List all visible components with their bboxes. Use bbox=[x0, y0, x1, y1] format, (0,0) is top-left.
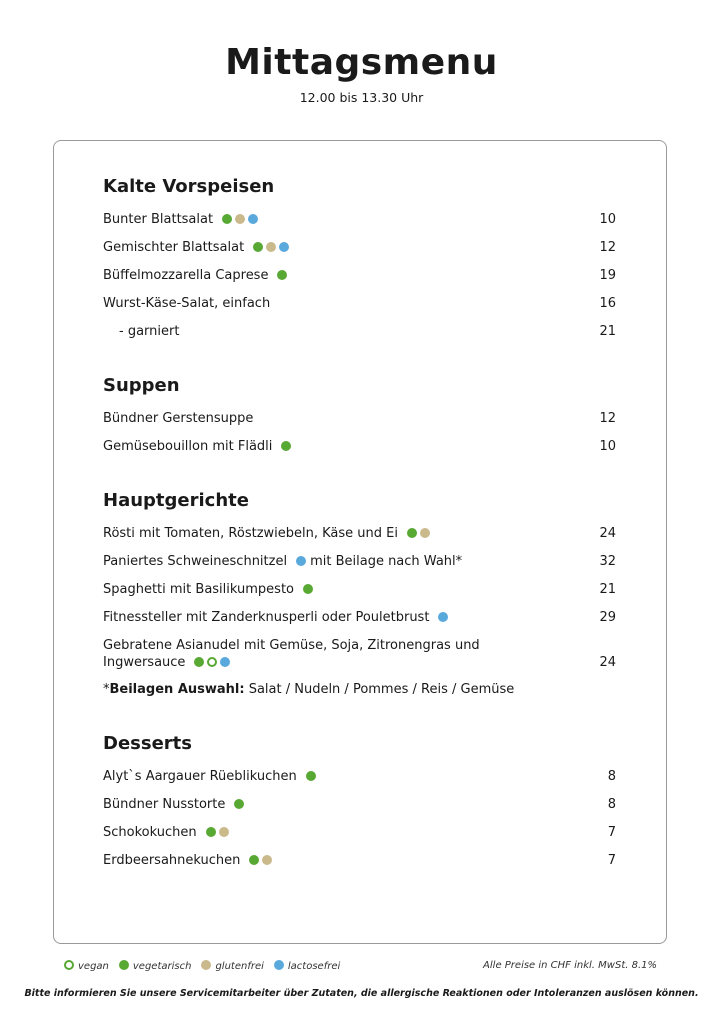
legend bbox=[64, 960, 340, 972]
note-star: * bbox=[103, 682, 110, 697]
item-price: 16 bbox=[599, 296, 616, 311]
note-text: Salat / Nudeln / Pommes / Reis / Gemüse bbox=[244, 682, 515, 697]
item-name-block bbox=[103, 206, 576, 234]
section-title: Desserts bbox=[103, 733, 192, 754]
diet-tags bbox=[219, 212, 258, 227]
legend-label: lactosefrei bbox=[287, 961, 341, 972]
item-name-block bbox=[103, 405, 576, 433]
item-price: 24 bbox=[599, 526, 616, 541]
lactosefrei-dot-icon bbox=[279, 242, 289, 252]
legend-item bbox=[119, 960, 192, 972]
menu-item bbox=[103, 520, 616, 548]
vegan-dot-icon bbox=[207, 657, 217, 667]
menu-item bbox=[103, 847, 616, 875]
item-price: 32 bbox=[599, 554, 616, 569]
diet-tags bbox=[435, 610, 448, 625]
legend-label: vegan bbox=[78, 961, 109, 972]
diet-tags bbox=[293, 554, 306, 569]
item-name: Gemischter Blattsalat bbox=[103, 240, 245, 255]
section-title: Hauptgerichte bbox=[103, 490, 249, 511]
menu-item bbox=[103, 632, 616, 674]
vegetarisch-dot-icon bbox=[249, 855, 259, 865]
item-name: Schokokuchen bbox=[103, 825, 197, 840]
item-name-block bbox=[103, 763, 576, 791]
lactosefrei-dot-icon bbox=[274, 960, 284, 970]
menu-section bbox=[103, 173, 616, 346]
glutenfrei-dot-icon bbox=[420, 528, 430, 538]
item-price: 21 bbox=[599, 324, 616, 339]
legend-label: glutenfrei bbox=[215, 961, 264, 972]
vegetarisch-dot-icon bbox=[306, 771, 316, 781]
diet-tags bbox=[303, 769, 316, 784]
glutenfrei-dot-icon bbox=[201, 960, 211, 970]
menu-item bbox=[103, 206, 616, 234]
side-dish-note bbox=[103, 676, 616, 704]
serving-hours: 12.00 bis 13.30 Uhr bbox=[299, 90, 424, 105]
vegetarisch-dot-icon bbox=[222, 214, 232, 224]
item-name-cont: Ingwersauce bbox=[103, 655, 186, 670]
legend-item bbox=[274, 960, 340, 972]
item-price: 24 bbox=[599, 655, 616, 670]
item-name: Gebratene Asianudel mit Gemüse, Soja, Zitronengras und bbox=[103, 638, 480, 653]
note-label: Beilagen Auswahl: bbox=[109, 682, 245, 697]
item-name: Fitnessteller mit Zanderknusperli oder Pouletbrust bbox=[103, 610, 430, 625]
menu-item bbox=[103, 576, 616, 604]
diet-tags bbox=[203, 825, 229, 840]
item-price: 19 bbox=[599, 268, 616, 283]
vat-note: Alle Preise in CHF inkl. MwSt. 8.1% bbox=[483, 960, 657, 971]
item-price: 7 bbox=[607, 853, 616, 868]
item-name-block bbox=[103, 576, 576, 604]
item-price: 21 bbox=[599, 582, 616, 597]
item-name: Bunter Blattsalat bbox=[103, 212, 214, 227]
page-title: Mittagsmenu bbox=[225, 42, 498, 83]
diet-tags bbox=[278, 439, 291, 454]
item-price: 10 bbox=[599, 439, 616, 454]
vegetarisch-dot-icon bbox=[281, 441, 291, 451]
item-price: 12 bbox=[599, 240, 616, 255]
vegetarisch-dot-icon bbox=[194, 657, 204, 667]
legend-label: vegetarisch bbox=[132, 961, 192, 972]
section-title: Kalte Vorspeisen bbox=[103, 176, 275, 197]
diet-tags bbox=[404, 526, 430, 541]
diet-tags bbox=[191, 655, 230, 670]
vegetarisch-dot-icon bbox=[234, 799, 244, 809]
item-name: Spaghetti mit Basilikumpesto bbox=[103, 582, 295, 597]
diet-tags bbox=[274, 268, 287, 283]
item-suffix: mit Beilage nach Wahl* bbox=[310, 554, 463, 569]
vegetarisch-dot-icon bbox=[253, 242, 263, 252]
menu-item bbox=[103, 405, 616, 433]
diet-tags bbox=[300, 582, 313, 597]
item-name: Wurst-Käse-Salat, einfach bbox=[103, 296, 271, 311]
item-name: Büffelmozzarella Caprese bbox=[103, 268, 269, 283]
item-price: 8 bbox=[607, 797, 616, 812]
item-name: Bündner Nusstorte bbox=[103, 797, 226, 812]
item-name: Bündner Gerstensuppe bbox=[103, 411, 254, 426]
vegetarisch-dot-icon bbox=[407, 528, 417, 538]
glutenfrei-dot-icon bbox=[262, 855, 272, 865]
menu-item bbox=[103, 548, 616, 576]
vegetarisch-dot-icon bbox=[206, 827, 216, 837]
item-name: Rösti mit Tomaten, Röstzwiebeln, Käse und Ei bbox=[103, 526, 398, 541]
item-name: - garniert bbox=[119, 324, 180, 339]
diet-tags bbox=[250, 240, 289, 255]
menu-item bbox=[103, 791, 616, 819]
item-name-block bbox=[103, 433, 576, 461]
menu-item bbox=[103, 262, 616, 290]
menu-box bbox=[53, 140, 667, 944]
item-name-block bbox=[103, 637, 576, 671]
item-price: 7 bbox=[607, 825, 616, 840]
section-title: Suppen bbox=[103, 375, 180, 396]
menu-item bbox=[103, 234, 616, 262]
glutenfrei-dot-icon bbox=[266, 242, 276, 252]
menu-item bbox=[103, 604, 616, 632]
item-name-block bbox=[103, 819, 576, 847]
legend-item bbox=[64, 960, 109, 972]
item-name-block bbox=[103, 791, 576, 819]
diet-tags bbox=[231, 797, 244, 812]
menu-item bbox=[103, 433, 616, 461]
glutenfrei-dot-icon bbox=[235, 214, 245, 224]
lactosefrei-dot-icon bbox=[438, 612, 448, 622]
vegetarisch-dot-icon bbox=[303, 584, 313, 594]
lactosefrei-dot-icon bbox=[248, 214, 258, 224]
menu-section bbox=[103, 487, 616, 704]
vegetarisch-dot-icon bbox=[119, 960, 129, 970]
menu-section bbox=[103, 372, 616, 461]
menu-item bbox=[103, 763, 616, 791]
item-name-block bbox=[103, 604, 576, 632]
lactosefrei-dot-icon bbox=[220, 657, 230, 667]
item-name: Paniertes Schweineschnitzel bbox=[103, 554, 288, 569]
lactosefrei-dot-icon bbox=[296, 556, 306, 566]
item-price: 8 bbox=[607, 769, 616, 784]
menu-item bbox=[103, 318, 616, 346]
item-name-block bbox=[103, 262, 576, 290]
legend-item bbox=[201, 960, 263, 972]
item-name-block bbox=[103, 548, 576, 576]
item-name: Erdbeersahnekuchen bbox=[103, 853, 241, 868]
item-name-block bbox=[103, 318, 576, 346]
item-name: Gemüsebouillon mit Flädli bbox=[103, 439, 273, 454]
glutenfrei-dot-icon bbox=[219, 827, 229, 837]
item-price: 12 bbox=[599, 411, 616, 426]
item-name-block bbox=[103, 234, 576, 262]
item-price: 10 bbox=[599, 212, 616, 227]
allergy-disclaimer: Bitte informieren Sie unsere Servicemitarbeiter über Zutaten, die allergische Reaktionen oder Intoleranzen auslösen können. bbox=[24, 988, 699, 999]
item-price: 29 bbox=[599, 610, 616, 625]
diet-tags bbox=[246, 853, 272, 868]
menu-section bbox=[103, 730, 616, 875]
item-name-block bbox=[103, 847, 576, 875]
item-name-block bbox=[103, 290, 576, 318]
menu-item bbox=[103, 819, 616, 847]
vegan-dot-icon bbox=[64, 960, 74, 970]
item-name: Alyt`s Aargauer Rüeblikuchen bbox=[103, 769, 297, 784]
menu-item bbox=[103, 290, 616, 318]
item-name-block bbox=[103, 520, 576, 548]
vegetarisch-dot-icon bbox=[277, 270, 287, 280]
